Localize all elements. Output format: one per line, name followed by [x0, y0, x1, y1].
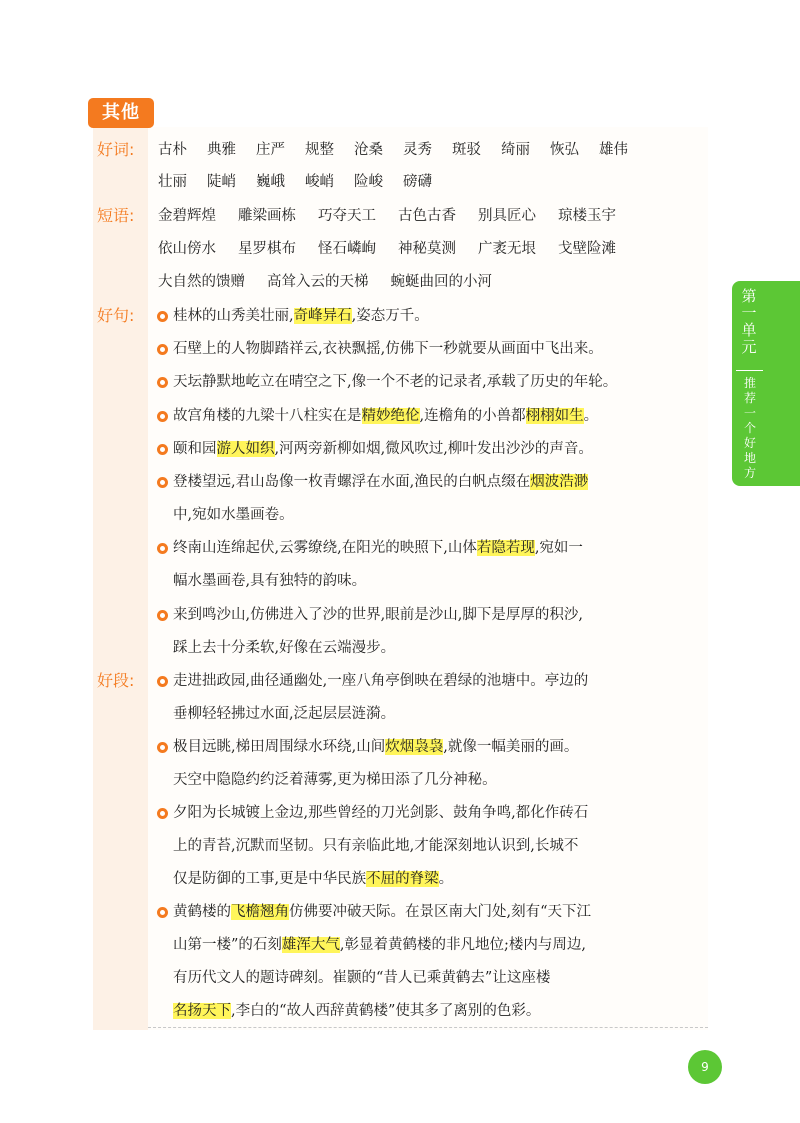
vocab-item: 典雅 [207, 142, 236, 158]
label-column [93, 127, 148, 1030]
bullet-icon [157, 543, 168, 554]
vocab-item: 星罗棋布 [238, 241, 296, 257]
vocab-item: 恢弘 [550, 142, 579, 158]
phrases-row-3 [158, 270, 514, 294]
sentence-3: 天坛静默地屹立在晴空之下,像一个不老的记录者,承载了历史的年轮。 [173, 374, 618, 390]
vocab-item: 陡峭 [207, 174, 236, 190]
bullet-icon [157, 344, 168, 355]
vocab-item: 巧夺天工 [318, 208, 376, 224]
vocab-item: 神秘莫测 [398, 241, 456, 257]
vocab-item: 依山傍水 [158, 241, 216, 257]
vocab-item: 高耸入云的天梯 [267, 274, 369, 290]
paragraph-4-line-3: 有历代文人的题诗碑刻。崔颢的“昔人已乘黄鹤去”让这座楼 [173, 970, 551, 986]
vocab-item: 沧桑 [354, 142, 383, 158]
vocab-item: 金碧辉煌 [158, 208, 216, 224]
bullet-icon [157, 676, 168, 687]
vocab-item: 庄严 [256, 142, 285, 158]
bullet-icon [157, 311, 168, 322]
vocab-item: 规整 [305, 142, 334, 158]
unit-topic: 推荐一个好地方 [743, 376, 756, 480]
phrases-row-2 [158, 237, 638, 261]
side-tab-divider [736, 370, 763, 371]
phrases-row-1 [158, 204, 638, 228]
paragraph-2: 极目远眺,梯田周围绿水环绕,山间炊烟袅袅,就像一幅美丽的画。 [173, 739, 579, 755]
bullet-icon [157, 808, 168, 819]
words-row-1 [158, 138, 648, 162]
vocab-item: 古色古香 [398, 208, 456, 224]
bullet-icon [157, 742, 168, 753]
words-row-2 [158, 170, 452, 194]
bullet-icon [157, 377, 168, 388]
vocab-item: 峻峭 [305, 174, 334, 190]
vocab-item: 磅礴 [403, 174, 432, 190]
vocab-item: 灵秀 [403, 142, 432, 158]
vocab-item: 广袤无垠 [478, 241, 536, 257]
paragraph-4-line-4: 名扬天下,李白的“故人西辞黄鹤楼”使其多了离别的色彩。 [173, 1003, 541, 1019]
label-sentences: 好句: [97, 306, 135, 325]
sentence-5: 颐和园游人如织,河两旁新柳如烟,微风吹过,柳叶发出沙沙的声音。 [173, 441, 593, 457]
bullet-icon [157, 610, 168, 621]
section-title: 其他 [88, 98, 154, 128]
label-paragraphs: 好段: [97, 671, 135, 690]
sentence-7-line-2: 幅水墨画卷,具有独特的韵味。 [173, 573, 367, 589]
vocab-item: 怪石嶙峋 [318, 241, 376, 257]
bullet-icon [157, 907, 168, 918]
vocab-item: 蜿蜒曲回的小河 [390, 274, 492, 290]
paragraph-3-line-3: 仅是防御的工事,更是中华民族不屈的脊梁。 [173, 871, 454, 887]
bottom-divider [148, 1027, 708, 1028]
unit-label: 第一单元 [741, 287, 757, 356]
paragraph-4-line-2: 山第一楼”的石刻雄浑大气,彰显着黄鹤楼的非凡地位;楼内与周边, [173, 937, 587, 953]
sentence-7: 终南山连绵起伏,云雾缭绕,在阳光的映照下,山体若隐若现,宛如一 [173, 540, 583, 556]
sentence-4: 故宫角楼的九梁十八柱实在是精妙绝伦,连檐角的小兽都栩栩如生。 [173, 408, 599, 424]
vocab-item: 绮丽 [501, 142, 530, 158]
vocab-item: 巍峨 [256, 174, 285, 190]
sentence-6: 登楼望远,君山岛像一枚青螺浮在水面,渔民的白帆点缀在烟波浩渺 [173, 474, 589, 490]
paragraph-1: 走进拙政园,曲径通幽处,一座八角亭倒映在碧绿的池塘中。亭边的 [173, 673, 589, 689]
vocab-item: 斑驳 [452, 142, 481, 158]
vocab-item: 大自然的馈赠 [158, 274, 245, 290]
vocab-item: 雄伟 [599, 142, 628, 158]
paragraph-1-line-2: 垂柳轻轻拂过水面,泛起层层涟漪。 [173, 706, 396, 722]
bullet-icon [157, 477, 168, 488]
label-words: 好词: [97, 140, 135, 159]
vocab-item: 古朴 [158, 142, 187, 158]
paragraph-3: 夕阳为长城镀上金边,那些曾经的刀光剑影、鼓角争鸣,都化作砖石 [173, 805, 589, 821]
vocab-item: 别具匠心 [478, 208, 536, 224]
bullet-icon [157, 444, 168, 455]
sentence-8: 来到鸣沙山,仿佛进入了沙的世界,眼前是沙山,脚下是厚厚的积沙, [173, 607, 583, 623]
paragraph-4: 黄鹤楼的飞檐翘角仿佛要冲破天际。在景区南大门处,刻有“天下江 [173, 904, 592, 920]
label-phrases: 短语: [97, 206, 135, 225]
vocab-item: 琼楼玉宇 [558, 208, 616, 224]
sentence-1: 桂林的山秀美壮丽,奇峰异石,姿态万千。 [173, 308, 429, 324]
vocab-item: 戈壁险滩 [558, 241, 616, 257]
sentence-2: 石壁上的人物脚踏祥云,衣袂飘摇,仿佛下一秒就要从画面中飞出来。 [173, 341, 603, 357]
vocab-item: 险峻 [354, 174, 383, 190]
sentence-6-line-2: 中,宛如水墨画卷。 [173, 507, 294, 523]
vocab-item: 壮丽 [158, 174, 187, 190]
vocab-item: 雕梁画栋 [238, 208, 296, 224]
sentence-8-line-2: 踩上去十分柔软,好像在云端漫步。 [173, 640, 396, 656]
page-number: 9 [688, 1050, 722, 1084]
paragraph-2-line-2: 天空中隐隐约约泛着薄雾,更为梯田添了几分神秘。 [173, 772, 497, 788]
paragraph-3-line-2: 上的青苔,沉默而坚韧。只有亲临此地,才能深刻地认识到,长城不 [173, 838, 579, 854]
bullet-icon [157, 411, 168, 422]
